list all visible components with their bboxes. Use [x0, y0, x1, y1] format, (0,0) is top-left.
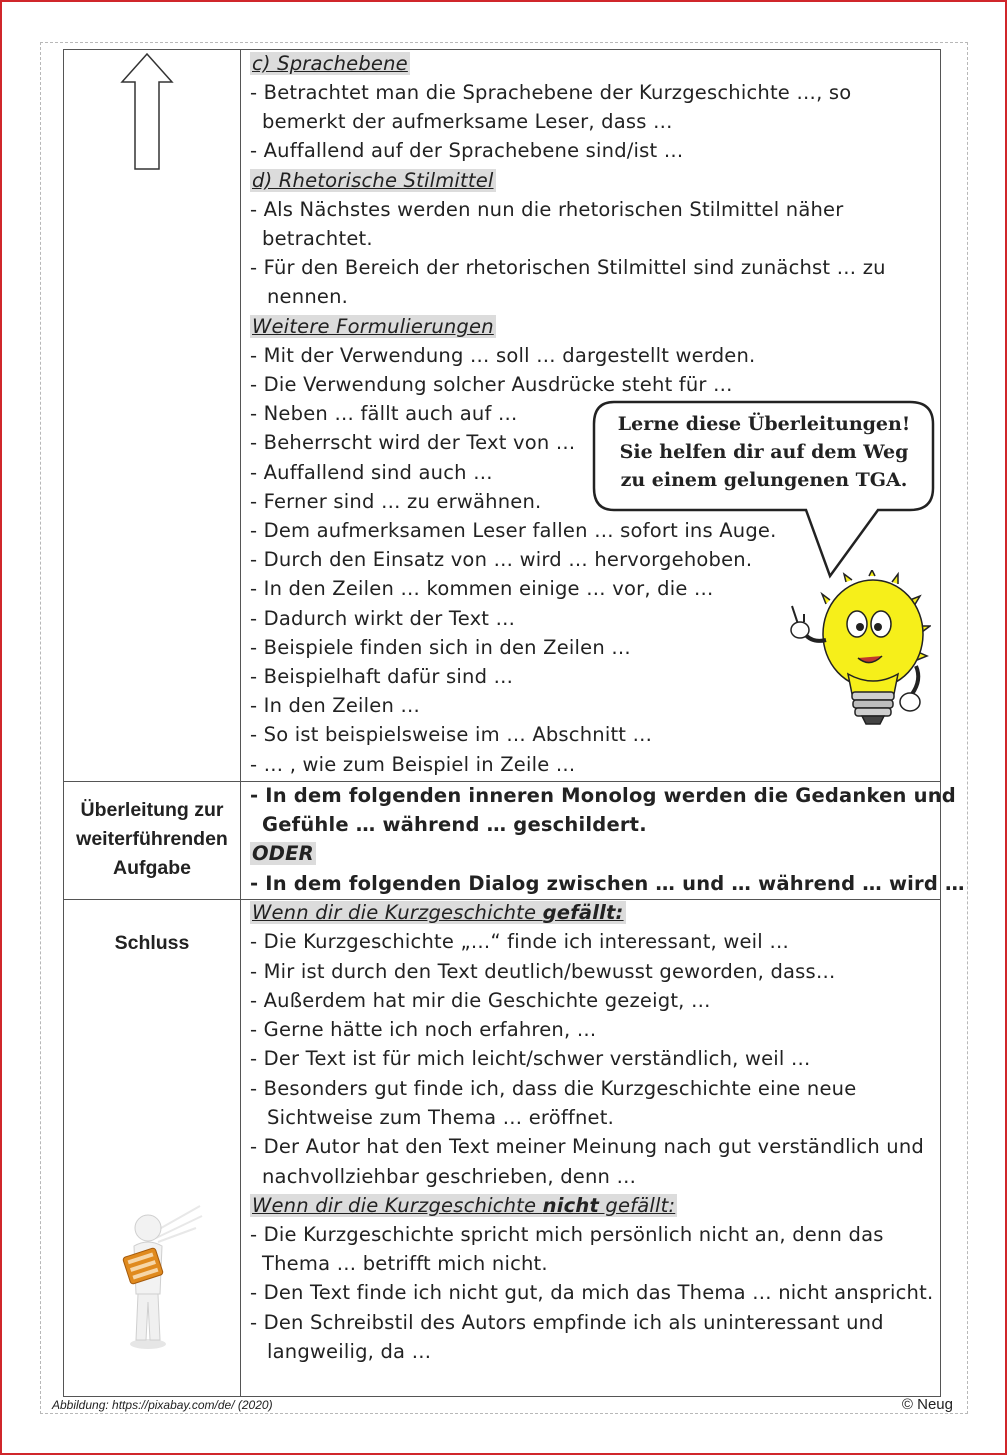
text-line: - Der Text ist für mich leicht/schwer verständlich, weil …: [250, 1047, 811, 1070]
text-line: - Dem aufmerksamen Leser fallen … sofort ins Auge.: [250, 519, 777, 542]
lightbulb-icon: [786, 570, 931, 730]
text-line: - Auffallend sind auch …: [250, 461, 493, 484]
text-line: - Der Autor hat den Text meiner Meinung nach gut verständlich und: [250, 1135, 924, 1158]
text-line: - Die Kurzgeschichte „…“ finde ich interessant, weil …: [250, 930, 790, 953]
bubble-line: zu einem gelungenen TGA.: [620, 469, 908, 491]
column-divider: [240, 49, 241, 1396]
footer-copyright: © Neug: [901, 1396, 953, 1413]
text-line: Thema … betrifft mich nicht.: [262, 1252, 548, 1275]
conclusion-label: Schluss: [114, 932, 190, 954]
text-line: - Auffallend auf der Sprachebene sind/ist …: [250, 139, 684, 162]
heading-sprachebene: c) Sprachebene: [252, 52, 408, 75]
footer-credit: Abbildung: https://pixabay.com/de/ (2020): [52, 1398, 273, 1412]
text-line: - Gerne hätte ich noch erfahren, …: [250, 1018, 597, 1041]
text-line: - Als Nächstes werden nun die rhetorischen Stilmittel näher: [250, 198, 844, 221]
text-line: bemerkt der aufmerksame Leser, dass …: [262, 110, 673, 133]
transition-label: [64, 796, 240, 883]
text-line: - Ferner sind … zu erwähnen.: [250, 490, 542, 513]
text-line: - So ist beispielsweise im … Abschnitt …: [250, 723, 653, 746]
text-line: - Für den Bereich der rhetorischen Stilmittel sind zunächst … zu: [250, 256, 886, 279]
bubble-line: Sie helfen dir auf dem Weg: [619, 441, 909, 463]
transition-line: - In dem folgenden Dialog zwischen … und … während … wird …: [250, 872, 965, 895]
heading-dislike: [250, 1194, 677, 1217]
text-line: langweilig, da …: [267, 1340, 432, 1363]
heading-dislike-prefix: Wenn dir die Kurzgeschichte: [252, 1194, 543, 1217]
text-line: betrachtet.: [262, 227, 373, 250]
bubble-line: Lerne diese Überleitungen!: [617, 413, 911, 435]
text-line: - Beispiele finden sich in den Zeilen …: [250, 636, 631, 659]
text-line: - Besonders gut finde ich, dass die Kurzgeschichte eine neue: [250, 1077, 857, 1100]
text-line: Sichtweise zum Thema … eröffnet.: [267, 1106, 614, 1129]
text-line: - Die Kurzgeschichte spricht mich persönlich nicht an, denn das: [250, 1223, 884, 1246]
heading-like-bold: gefällt:: [542, 901, 624, 924]
transition-line: - In dem folgenden inneren Monolog werden die Gedanken und: [250, 784, 956, 807]
text-line: - In den Zeilen … kommen einige … vor, die …: [250, 577, 714, 600]
text-line: - … , wie zum Beispiel in Zeile …: [250, 753, 576, 776]
up-arrow-icon: [120, 52, 174, 172]
label-line: Überleitung zur: [80, 799, 224, 821]
bubble-text: [606, 410, 922, 494]
text-line: - Betrachtet man die Sprachebene der Kurzgeschichte …, so: [250, 81, 852, 104]
label-line: Aufgabe: [113, 857, 191, 879]
heading-formulierungen: Weitere Formulierungen: [252, 315, 494, 338]
text-line: - Beispielhaft dafür sind …: [250, 665, 514, 688]
text-line: - Die Verwendung solcher Ausdrücke steht für …: [250, 373, 733, 396]
heading-dislike-suffix: gefällt:: [598, 1194, 676, 1217]
text-line: - Dadurch wirkt der Text …: [250, 607, 516, 630]
text-line: nennen.: [267, 285, 349, 308]
text-line: - Mit der Verwendung … soll … dargestellt werden.: [250, 344, 756, 367]
figure-with-book-icon: [110, 1202, 210, 1352]
text-line: - Beherrscht wird der Text von …: [250, 431, 576, 454]
text-line: - Den Text finde ich nicht gut, da mich das Thema … nicht anspricht.: [250, 1281, 934, 1304]
transition-line: Gefühle … während … geschildert.: [262, 813, 647, 836]
text-line: - Mir ist durch den Text deutlich/bewusst geworden, dass…: [250, 960, 836, 983]
text-line: - Durch den Einsatz von … wird … hervorgehoben.: [250, 548, 753, 571]
text-line: - In den Zeilen …: [250, 694, 421, 717]
heading-rhetorik: d) Rhetorische Stilmittel: [252, 169, 494, 192]
text-line: nachvollziehbar geschrieben, denn …: [262, 1165, 637, 1188]
heading-dislike-bold: nicht: [542, 1194, 599, 1217]
text-line: - Den Schreibstil des Autors empfinde ich als uninteressant und: [250, 1311, 884, 1334]
text-line: - Außerdem hat mir die Geschichte gezeigt, …: [250, 989, 711, 1012]
label-line: weiterführenden: [76, 828, 228, 850]
heading-like-prefix: Wenn dir die Kurzgeschichte: [252, 901, 543, 924]
text-line: - Neben … fällt auch auf …: [250, 402, 518, 425]
oder-label: ODER: [252, 842, 314, 865]
heading-like: [250, 901, 626, 924]
